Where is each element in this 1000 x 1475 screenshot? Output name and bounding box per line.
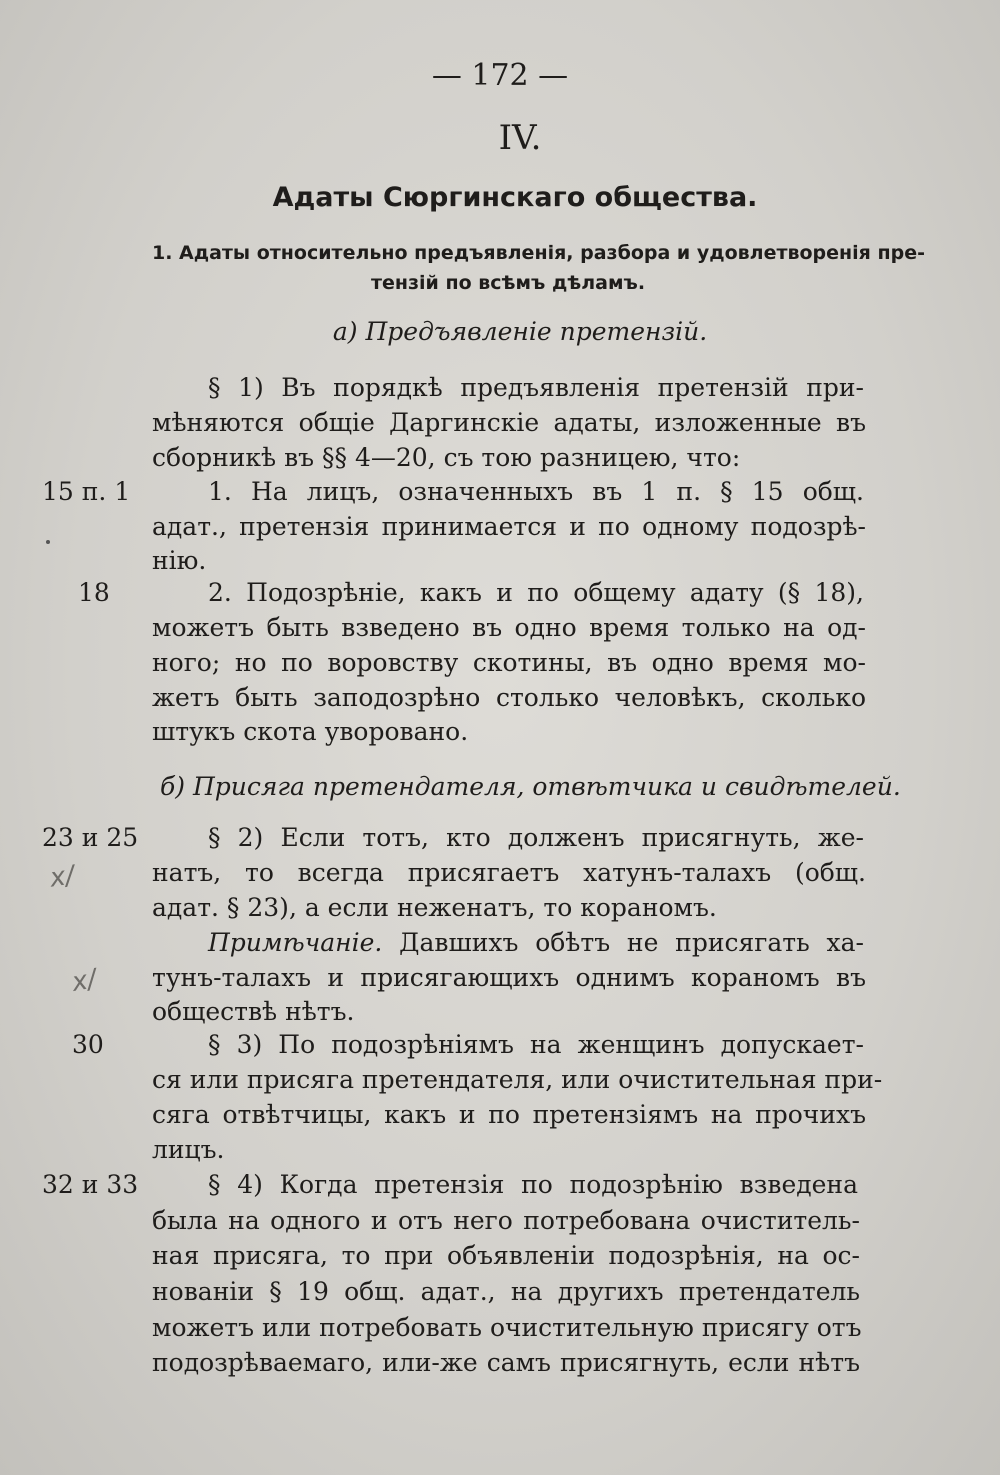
paragraph-3-line: ся или присяга претендателя, или очистительная при- bbox=[152, 1065, 883, 1094]
paragraph-2-line: адат. § 23), а если неженатъ, то кораномъ. bbox=[152, 893, 717, 922]
margin-reference: 32 и 33 bbox=[42, 1170, 139, 1199]
paragraph-1-line: § 1) Въ порядкѣ предъявленія претензій при- bbox=[208, 373, 864, 402]
chapter-number: IV. bbox=[498, 118, 542, 158]
paragraph-4-line: нованіи § 19 общ. адат., на другихъ претендатель bbox=[152, 1277, 860, 1306]
item-2-line: 2. Подозрѣніе, какъ и по общему адату (§ 18), bbox=[208, 578, 864, 607]
margin-reference: 15 п. 1 bbox=[42, 477, 131, 506]
page-number: — 172 — bbox=[431, 58, 569, 93]
paragraph-3-line: сяга отвѣтчицы, какъ и по претензіямъ на прочихъ bbox=[152, 1100, 866, 1129]
item-2-line: жетъ быть заподозрѣно столько человѣкъ, сколько bbox=[152, 683, 866, 712]
note-line-1 bbox=[208, 928, 864, 957]
pencil-mark: х/ bbox=[69, 964, 99, 998]
subsection-heading-b: б) Присяга претендателя, отвѣтчика и свидѣтелей. bbox=[160, 772, 901, 801]
paragraph-4-line: подозрѣваемаго, или-же самъ присягнуть, если нѣтъ bbox=[152, 1348, 860, 1377]
item-1-line: адат., претензія принимается и по одному подозрѣ- bbox=[152, 512, 866, 541]
item-1-line: 1. На лицъ, означенныхъ въ 1 п. § 15 общ. bbox=[208, 477, 864, 506]
page-title: Адаты Сюргинскаго общества. bbox=[272, 182, 758, 213]
margin-reference: 18 bbox=[78, 578, 110, 607]
item-2-line: ного; но по воровству скотины, въ одно время мо- bbox=[152, 648, 866, 677]
section-heading-line-2: тензій по всѣмъ дѣламъ. bbox=[370, 272, 646, 294]
paragraph-4-line: ная присяга, то при объявленіи подозрѣнія, на ос- bbox=[152, 1241, 860, 1270]
paragraph-2-line: натъ, то всегда присягаетъ хатунъ-талахъ (общ. bbox=[152, 858, 866, 887]
note-text: Давшихъ обѣтъ не присягать ха- bbox=[382, 928, 864, 957]
paragraph-4-line: была на одного и отъ него потребована очиститель- bbox=[152, 1206, 860, 1235]
note-line: обществѣ нѣтъ. bbox=[152, 997, 355, 1026]
margin-reference: 23 и 25 bbox=[42, 823, 139, 852]
paragraph-1-line: сборникѣ въ §§ 4—20, съ тою разницею, что: bbox=[152, 443, 741, 472]
paragraph-3-line: § 3) По подозрѣніямъ на женщинъ допускает- bbox=[208, 1030, 864, 1059]
paragraph-1-line: мѣняются общіе Даргинскіе адаты, изложенные въ bbox=[152, 408, 866, 437]
note-label: Примѣчаніе. bbox=[208, 928, 383, 957]
ink-speck bbox=[46, 540, 50, 544]
paragraph-2-line: § 2) Если тотъ, кто долженъ присягнуть, же- bbox=[208, 823, 864, 852]
item-1-line: нію. bbox=[152, 546, 207, 575]
subsection-heading-a: а) Предъявленіе претензій. bbox=[332, 317, 708, 346]
paragraph-4-line: можетъ или потребовать очистительную присягу отъ bbox=[152, 1313, 862, 1342]
paragraph-3-line: лицъ. bbox=[152, 1135, 225, 1164]
note-line: тунъ-талахъ и присягающихъ однимъ кораномъ въ bbox=[152, 963, 866, 992]
margin-reference: 30 bbox=[72, 1030, 104, 1059]
pencil-mark: х/ bbox=[48, 860, 77, 894]
paragraph-4-line: § 4) Когда претензія по подозрѣнію взведена bbox=[208, 1170, 858, 1199]
section-heading-line-1: 1. Адаты относительно предъявленія, разбора и удовлетворенія пре- bbox=[152, 242, 925, 264]
item-2-line: штукъ скота уворовано. bbox=[152, 717, 469, 746]
item-2-line: можетъ быть взведено въ одно время только на од- bbox=[152, 613, 866, 642]
